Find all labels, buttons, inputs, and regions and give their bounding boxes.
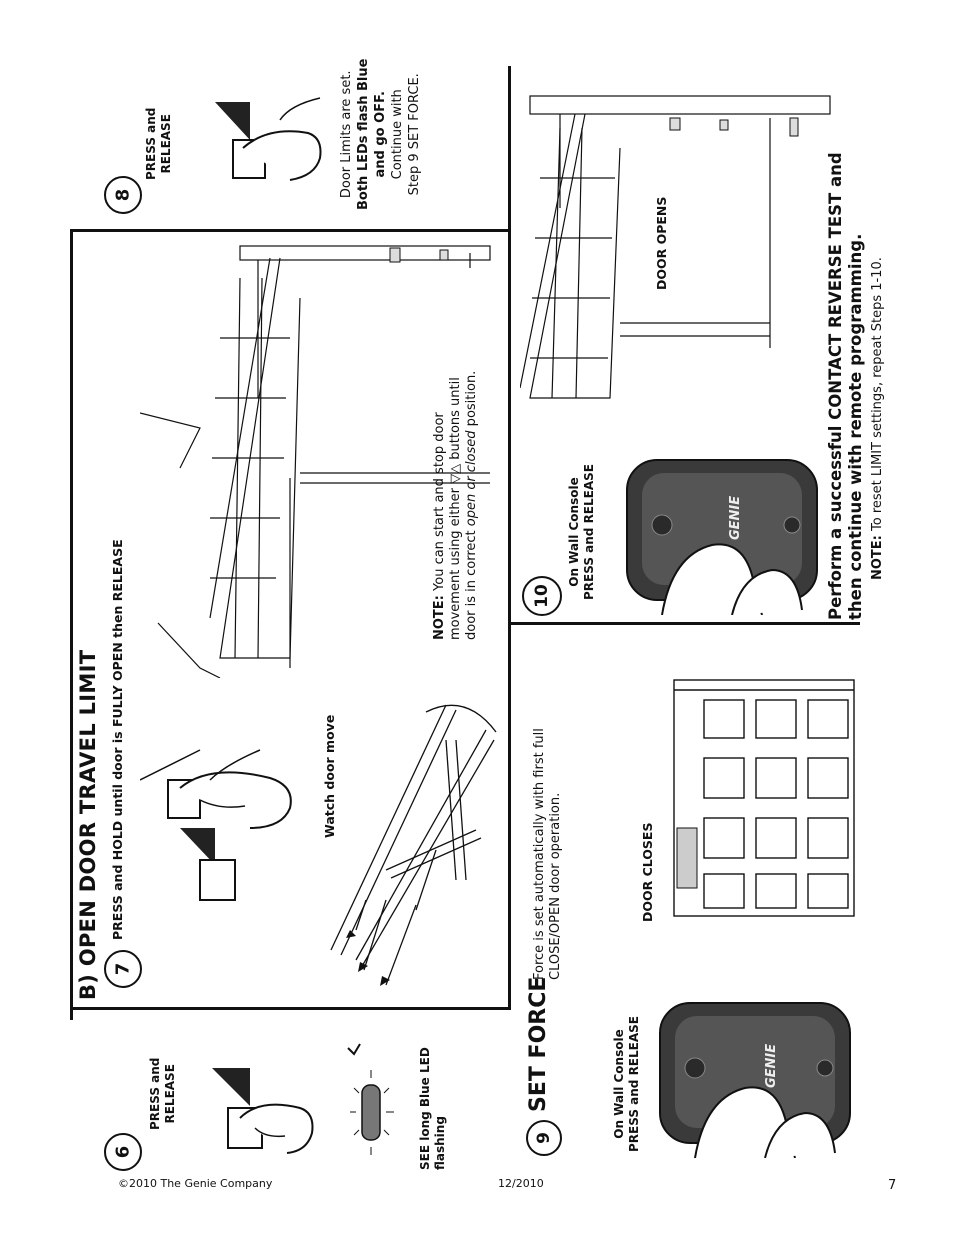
step6-see-line2: flashing xyxy=(433,1116,447,1170)
step9-console-line1: On Wall Console xyxy=(612,1029,626,1139)
step9-force-text xyxy=(532,728,564,980)
step9-console-label xyxy=(612,1016,642,1152)
step9-genie-logo: GENIE xyxy=(764,1043,779,1088)
door-opens-illustration xyxy=(520,88,840,408)
step6-label-line2: RELEASE xyxy=(163,1064,177,1124)
step10-note: NOTE: To reset LIMIT settings, repeat Steps 1-10. xyxy=(870,257,885,580)
step7-instruction: PRESS and HOLD until door is FULLY OPEN then RELEASE xyxy=(110,539,125,940)
step8-status-line2: Both LEDs flash Blue xyxy=(356,58,371,210)
step7-note xyxy=(432,371,480,640)
divider-top-left-vertical xyxy=(70,230,73,1020)
step9-number-badge: 9 xyxy=(526,1120,562,1156)
check-icon xyxy=(348,1044,360,1054)
step9-force-line2: CLOSE/OPEN door operation. xyxy=(548,792,563,980)
page-number: 7 xyxy=(888,1178,897,1193)
watch-door-move-label: Watch door move xyxy=(322,714,337,838)
step8-status-line5: Step 9 SET FORCE. xyxy=(407,73,422,196)
step9-force-line1: Force is set automatically with first full xyxy=(532,728,547,980)
step6-see-led-label xyxy=(418,1047,448,1170)
divider-top-horizontal xyxy=(70,229,510,232)
up-arrow-button-icon xyxy=(215,102,250,140)
divider-middle-horizontal xyxy=(72,1007,510,1010)
door-opens-label: DOOR OPENS xyxy=(654,196,669,290)
step7-note-line1: NOTE: You can start and stop door xyxy=(432,412,447,640)
step10-console-label xyxy=(567,464,597,600)
footer-date: 12/2010 xyxy=(498,1177,544,1190)
step7-note-line3: door is in correct open or closed position. xyxy=(464,370,479,640)
step9-console-line2: PRESS and RELEASE xyxy=(627,1016,641,1152)
step8-status-line1: Door Limits are set. xyxy=(339,70,354,199)
footer-copyright: ©2010 The Genie Company xyxy=(118,1177,273,1190)
divider-right-horizontal xyxy=(508,68,511,230)
led-icon xyxy=(362,1085,380,1140)
door-track-illustration xyxy=(326,700,501,990)
step10-console-line1: On Wall Console xyxy=(567,477,581,587)
step6-label xyxy=(148,1058,178,1130)
step6-see-line1: SEE long Blue LED xyxy=(418,1047,432,1170)
step8-label-line1: PRESS and xyxy=(144,107,158,180)
divider-step10-vertical xyxy=(508,622,860,625)
step8-label xyxy=(144,108,174,180)
step10-number-badge: 10 xyxy=(522,576,562,616)
step6-number-badge: 6 xyxy=(104,1133,142,1171)
door-closes-illustration xyxy=(672,678,857,918)
up-arrow-button-icon xyxy=(212,1068,250,1106)
step8-button-press-illustration xyxy=(205,90,325,200)
step10-genie-logo: GENIE xyxy=(728,495,743,540)
down-arrow-button-icon xyxy=(200,860,235,900)
step10-perform-line2: then continue with remote programming. xyxy=(846,233,865,620)
step10-wall-console-illustration xyxy=(622,455,822,615)
step10-console-line2: PRESS and RELEASE xyxy=(582,464,596,600)
door-closes-label: DOOR CLOSES xyxy=(640,822,655,922)
step8-label-line2: RELEASE xyxy=(159,114,173,174)
step6-button-press-illustration xyxy=(200,1048,315,1158)
step6-led-flash-illustration xyxy=(340,1030,410,1170)
step7-number-badge: 7 xyxy=(104,950,142,988)
up-down-arrows-icon: ▽△ xyxy=(448,463,463,484)
step8-status-line3: and go OFF. xyxy=(373,91,388,178)
step10-perform-instruction xyxy=(826,152,866,620)
step10-perform-line1: Perform a successful CONTACT REVERSE TEST and xyxy=(826,152,845,620)
step7-note-line2: movement using either ▽△ buttons until xyxy=(448,377,463,640)
step6-label-line1: PRESS and xyxy=(148,1057,162,1130)
section-b-title: B) OPEN DOOR TRAVEL LIMIT xyxy=(76,649,100,1000)
step8-status xyxy=(338,59,423,210)
step8-status-line4: Continue with xyxy=(390,89,405,180)
step7-button-hold-illustration xyxy=(140,740,310,905)
set-force-title: SET FORCE xyxy=(526,976,551,1112)
step9-wall-console-illustration xyxy=(655,998,855,1158)
step8-number-badge: 8 xyxy=(104,176,142,214)
